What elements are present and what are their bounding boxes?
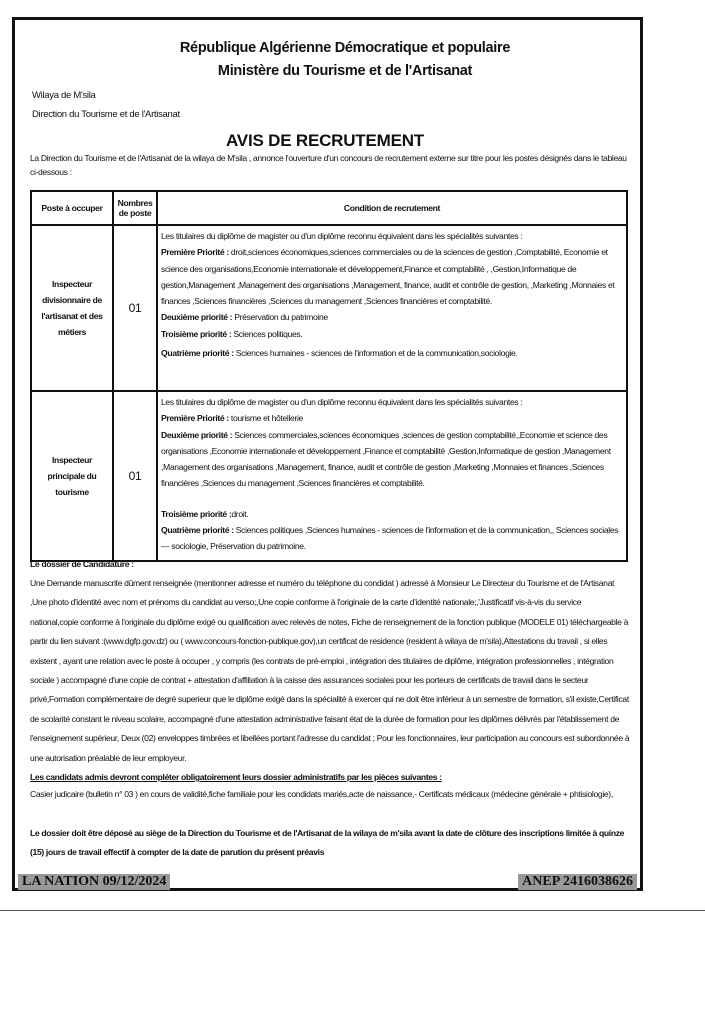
header-poste: Poste à occuper [31, 191, 113, 225]
condition-cell [157, 391, 627, 561]
header-condition: Condition de recrutement [157, 191, 627, 225]
condition-intro: Les titulaires du diplôme de magister ou d'un diplôme reconnu équivalent dans les spécialités suivantes : [161, 397, 523, 407]
priority-4: Quatrième priorité : Sciences humaines - sciences de l'information et de la communication,sociologie. [161, 348, 518, 359]
priority-2: Deuxième priorité : Sciences commerciales,sciences économiques ,sciences de gestion comptabilité,,Economie et science des organisations ,Economie internationale et développement ,Finance et comptabilité ,Gestion,Informatique de gestion ,Management ,Management des organisations ,Management, finance, audit et contrôle de gestion ,Marketing ,Monnaies et finances ,Sciences financières ,Sciences du management ,Sciences financières et comptabilité. [161, 429, 611, 489]
wilaya-label: Wilaya de M'sila [32, 90, 96, 101]
poste-cell: Inspecteur principale du tourisme [31, 391, 113, 561]
republic-heading: République Algérienne Démocratique et populaire [179, 40, 511, 56]
nombre-cell: 01 [113, 391, 157, 561]
priority-3: Troisième priorité : Sciences politiques. [161, 328, 303, 339]
dossier-text: Une Demande manuscrite dûment renseignée (mentionner adresse et numéro du téléphone du condidat ) adressé à Monsieur Le Directeur du Tourisme et de l'Artisanat ,Une photo d'identité avec nom et prénoms du candidat au verso;,Une copie conforme à l'originale de la carte d'identité nationale;,'Justificatif vis-à-vis du service national,copie conforme à l'originale du diplôme exigé ou qualification avec relevés de notes, Fiche de renseignement de la fonction publique (MODELE 01) téléchargeable à partir du lien suivant :(www.dgfp.gov.dz) ou ( www.concours-fonction-publique.gov),un certificat de residence (resident à wilaya de m'sila),Attestations du travail , si elles existent , ayant une relation avec le poste à occuper , y compris (les contrats de pré-emploi , intégration des titulaires de diplôme, intégration professionnelles , intégration sociale ) accompagné d'une copie de contrat + attestation d'affiliation à la caisse des assurances sociales pour les porteurs de certificats de travail dans le secteur privé,Formation complémentaire de degré superieur que le diplôme exigé dans la spécialité à exercer qui ne doit être inférieur à un semestre de formation, s'il existe,Certificat de scolarité constant le niveau scolaire, accompagné d'une attestation administrative faisant état de la durée de formation pour les diplômes délivrés par l'établissement de l'enseignement supérieur, Deux (02) enveloppes timbrées et libellées portant l'adresse du candidat ; Pour les fonctionnaires, leur participation au concours est subordonnée à une autorisation préalable de leur employeur. [30, 578, 630, 763]
newspaper-stamp: LA NATION 09/12/2024 [18, 874, 170, 890]
condition-cell [157, 225, 627, 391]
nombre-cell: 01 [113, 225, 157, 391]
page-divider [0, 910, 705, 911]
table-row [31, 225, 627, 391]
intro-text: La Direction du Tourisme et de l'Artisanat de la wilaya de M'sila , annonce l'ouverture d'un concours de recrutement externe sur titre pour les postes désignés dans le tableau ci-dessous : [30, 153, 627, 177]
direction-label: Direction du Tourisme et de l'Artisanat [32, 109, 180, 120]
positions-table [30, 190, 628, 562]
depot-text: Le dossier doit être déposé au siège de la Direction du Tourisme et de l'Artisanat de la wilaya de m'sila avant la date de clôture des inscriptions limitée à quinze (15) jours de travail effectif à compter de la date de parution du présent préavis [30, 828, 625, 857]
table-row [31, 391, 627, 561]
priority-1: Première Priorité : droit,sciences économiques,sciences commerciales ou de la sciences de gestion ,Comptabilité, Economie et science des organisations,Economie internationale et développement,Finance et comptabilité , ,Gestion,Informatique de gestion,Management ,Management des organisations ,Management, finance, audit et contrôle de gestion, ,Marketing ,Monnaies et finances ,Sciences financières ,Sciences du management ,Sciences financières et comptabilité. [161, 247, 615, 307]
priority-4: Quatrième priorité : Sciences politiques ,Sciences humaines - sciences de l'information et de la communication,, Sciences sociales — sociologie, Préservation du patrimoine. [161, 525, 619, 552]
priority-1: Première Priorité : tourisme et hôtellerie [161, 413, 303, 424]
dossier-heading: Le dossier de Candidature : [30, 559, 134, 569]
admis-text: Casier judicaire (bulletin n° 03 ) en cours de validité,fiche familiale pour les condidats mariés,acte de naissance,- Certificats médicaux (médecine générale + phtisiologie), [30, 789, 613, 799]
ministry-heading: Ministère du Tourisme et de l'Artisanat [217, 63, 473, 79]
priority-2: Deuxième priorité : Préservation du patrimoine [161, 312, 328, 323]
table-header [31, 191, 627, 225]
condition-intro: Les titulaires du diplôme de magister ou d'un diplôme reconnu équivalent dans les spécialités suivantes : [161, 231, 523, 241]
poste-cell: Inspecteur divisionnaire de l'artisanat et des métiers [31, 225, 113, 391]
header-nombre: Nombres de poste [113, 191, 157, 225]
page-title: AVIS DE RECRUTEMENT [225, 131, 424, 150]
anep-stamp: ANEP 2416038626 [518, 874, 637, 890]
priority-3: Troisième priorité :droit. [161, 508, 249, 519]
admis-heading: Les candidats admis devront compléter obligatoirement leurs dossier administratifs par les pièces suivantes : [30, 772, 442, 782]
